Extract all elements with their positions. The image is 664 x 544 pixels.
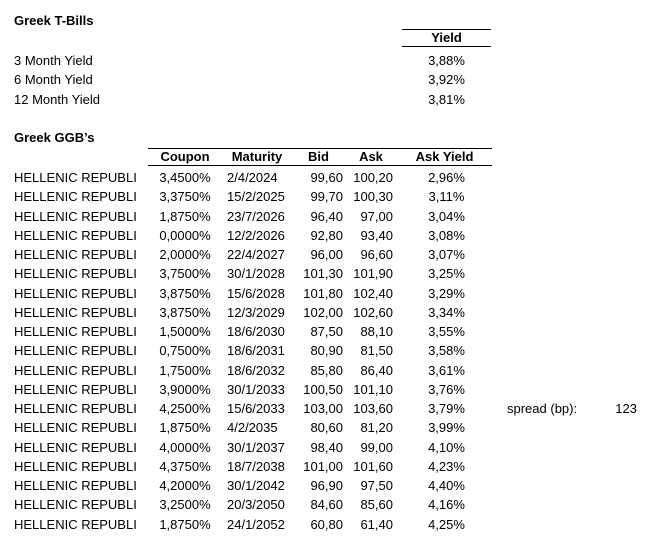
bond-ask-cell: 100,30 [353,189,393,205]
spread-label: spread (bp): [507,401,578,416]
bond-bid-cell: 102,00 [303,304,343,320]
bond-ask-yield-cell: 3,08% [428,227,465,243]
bond-ask-cell: 93,40 [360,227,393,243]
bond-ask-cell: 81,50 [360,343,393,359]
column-header-coupon: Coupon [160,149,210,164]
bond-bid-cell: 101,30 [303,266,343,282]
ggb-table-header-row [148,148,492,166]
tbill-label: 12 Month Yield [14,91,101,107]
bond-ask-cell: 103,60 [353,401,393,416]
bond-name-cell: HELLENIC REPUBLI [14,324,137,339]
tbill-yield-value: 3,88% [428,53,465,68]
bond-ask-yield-cell: 3,11% [428,189,465,205]
column-header-ask: Ask [359,149,383,164]
bond-ask-cell: 85,60 [360,497,393,513]
bond-coupon-cell: 4,2000% [159,478,211,493]
ggb-section-title: Greek GGB’s [14,130,95,145]
column-header-bid: Bid [308,149,329,164]
bond-ask-cell: 102,40 [353,285,393,301]
bond-name-cell: HELLENIC REPUBLI [14,439,137,455]
bond-row [0,245,664,264]
bond-name-cell: HELLENIC REPUBLI [14,208,137,224]
bond-row [0,226,664,245]
tbill-label: 3 Month Yield [14,53,93,68]
bond-name-cell: HELLENIC REPUBLI [14,304,137,320]
tbill-row [0,90,664,109]
bond-name-cell: HELLENIC REPUBLI [14,343,137,359]
bond-ask-cell: 97,50 [360,478,393,493]
bond-ask-yield-cell: 3,61% [428,362,465,378]
bond-ask-cell: 61,40 [360,516,393,532]
bond-ask-yield-cell: 4,25% [428,516,465,532]
bond-coupon-cell: 1,5000% [159,324,211,339]
bond-ask-cell: 101,10 [353,381,393,397]
bond-ask-cell: 99,00 [360,439,393,455]
bond-bid-cell: 100,50 [303,381,343,397]
bond-maturity-cell: 22/4/2027 [227,247,285,262]
bond-ask-yield-cell: 4,40% [428,478,465,493]
bond-ask-yield-cell: 3,79% [428,401,465,416]
bond-ask-yield-cell: 4,16% [428,497,465,513]
tbill-yield-value: 3,81% [428,91,465,107]
spread-value: 123 [615,401,637,416]
bond-name-cell: HELLENIC REPUBLI [14,420,137,436]
bond-name-cell: HELLENIC REPUBLI [14,478,137,493]
bond-row [0,207,664,226]
bond-maturity-cell: 24/1/2052 [227,516,285,532]
bond-row [0,303,664,322]
bond-row [0,187,664,206]
bond-maturity-cell: 4/2/2035 [227,420,278,436]
tbill-yield-value: 3,92% [428,72,465,88]
bond-coupon-cell: 0,7500% [159,343,211,359]
bond-maturity-cell: 15/2/2025 [227,189,285,205]
tbill-label: 6 Month Yield [14,72,93,88]
bond-bid-cell: 92,80 [310,227,343,243]
bond-bid-cell: 99,70 [310,189,343,205]
bond-bid-cell: 96,40 [310,208,343,224]
bond-coupon-cell: 3,4500% [159,170,211,185]
bond-row [0,418,664,437]
bond-maturity-cell: 15/6/2028 [227,285,285,301]
bond-ask-yield-cell: 3,58% [428,343,465,359]
bond-row [0,322,664,341]
bond-ask-yield-cell: 3,99% [428,420,465,436]
bond-coupon-cell: 2,0000% [159,247,211,262]
bond-coupon-cell: 1,7500% [159,362,211,378]
bond-name-cell: HELLENIC REPUBLI [14,189,137,205]
bond-row [0,457,664,476]
bond-maturity-cell: 18/6/2032 [227,362,285,378]
bond-coupon-cell: 1,8750% [159,420,211,436]
tbills-section-title: Greek T-Bills [14,13,94,28]
bond-bid-cell: 101,00 [303,458,343,474]
bond-coupon-cell: 3,2500% [159,497,211,513]
bond-maturity-cell: 12/2/2026 [227,227,285,243]
bond-ask-cell: 86,40 [360,362,393,378]
bond-maturity-cell: 30/1/2033 [227,381,285,397]
bond-ask-cell: 100,20 [353,170,393,185]
bond-row [0,284,664,303]
bond-bid-cell: 103,00 [303,401,343,416]
bond-row [0,515,664,534]
bond-ask-cell: 101,60 [353,458,393,474]
bond-ask-yield-cell: 2,96% [428,170,465,185]
bond-maturity-cell: 30/1/2042 [227,478,285,493]
bond-maturity-cell: 12/3/2029 [227,304,285,320]
bond-coupon-cell: 3,8750% [159,304,211,320]
bond-coupon-cell: 3,3750% [159,189,211,205]
bond-bid-cell: 98,40 [310,439,343,455]
bond-row [0,476,664,495]
bond-maturity-cell: 18/6/2030 [227,324,285,339]
bond-ask-yield-cell: 4,10% [428,439,465,455]
bond-name-cell: HELLENIC REPUBLI [14,285,137,301]
bond-name-cell: HELLENIC REPUBLI [14,227,137,243]
bond-bid-cell: 96,00 [310,247,343,262]
bond-coupon-cell: 0,0000% [159,227,211,243]
bond-maturity-cell: 30/1/2037 [227,439,285,455]
bond-bid-cell: 96,90 [310,478,343,493]
bond-maturity-cell: 30/1/2028 [227,266,285,282]
bond-coupon-cell: 3,9000% [159,381,211,397]
bond-maturity-cell: 20/3/2050 [227,497,285,513]
bond-bid-cell: 85,80 [310,362,343,378]
bond-bid-cell: 84,60 [310,497,343,513]
bond-bid-cell: 60,80 [310,516,343,532]
bond-ask-yield-cell: 3,76% [428,381,465,397]
bond-name-cell: HELLENIC REPUBLI [14,516,137,532]
bond-maturity-cell: 2/4/2024 [227,170,278,185]
bond-name-cell: HELLENIC REPUBLI [14,170,137,185]
bond-ask-cell: 96,60 [360,247,393,262]
bond-ask-cell: 101,90 [353,266,393,282]
bond-row [0,380,664,399]
bond-ask-yield-cell: 4,23% [428,458,465,474]
bond-coupon-cell: 4,2500% [159,401,211,416]
bond-coupon-cell: 3,8750% [159,285,211,301]
bond-maturity-cell: 15/6/2033 [227,401,285,416]
bond-ask-yield-cell: 3,29% [428,285,465,301]
ggb-table-body [0,168,664,534]
bond-name-cell: HELLENIC REPUBLI [14,266,137,282]
bond-ask-cell: 81,20 [360,420,393,436]
bond-bid-cell: 80,60 [310,420,343,436]
bond-bid-cell: 101,80 [303,285,343,301]
column-header-maturity: Maturity [231,149,283,164]
bond-ask-yield-cell: 3,34% [428,304,465,320]
bond-name-cell: HELLENIC REPUBLI [14,381,137,397]
bond-ask-yield-cell: 3,07% [428,247,465,262]
bond-name-cell: HELLENIC REPUBLI [14,362,137,378]
bond-bid-cell: 87,50 [310,324,343,339]
bond-bid-cell: 99,60 [310,170,343,185]
bond-row [0,264,664,283]
bond-ask-yield-cell: 3,55% [428,324,465,339]
tbills-yield-column-header: Yield [402,29,491,47]
bond-row [0,341,664,360]
tbill-row [0,70,664,89]
bond-ask-cell: 102,60 [353,304,393,320]
bond-name-cell: HELLENIC REPUBLI [14,247,137,262]
bond-coupon-cell: 3,7500% [159,266,211,282]
bond-ask-yield-cell: 3,25% [428,266,465,282]
bond-name-cell: HELLENIC REPUBLI [14,497,137,513]
bond-coupon-cell: 1,8750% [159,516,211,532]
bond-ask-cell: 88,10 [360,324,393,339]
bond-bid-cell: 80,90 [310,343,343,359]
bond-name-cell: HELLENIC REPUBLI [14,401,137,416]
bond-row [0,168,664,187]
column-header-ask-yield: Ask Yield [415,149,474,164]
bond-ask-cell: 97,00 [360,208,393,224]
bond-coupon-cell: 1,8750% [159,208,211,224]
bond-coupon-cell: 4,3750% [159,458,211,474]
bond-maturity-cell: 18/7/2038 [227,458,285,474]
bond-row [0,495,664,514]
bond-ask-yield-cell: 3,04% [428,208,465,224]
bond-name-cell: HELLENIC REPUBLI [14,458,137,474]
bond-maturity-cell: 18/6/2031 [227,343,285,359]
tbills-rows [0,51,664,109]
tbill-row [0,51,664,70]
bond-maturity-cell: 23/7/2026 [227,208,285,224]
bond-row [0,438,664,457]
bond-row [0,361,664,380]
bond-coupon-cell: 4,0000% [159,439,211,455]
